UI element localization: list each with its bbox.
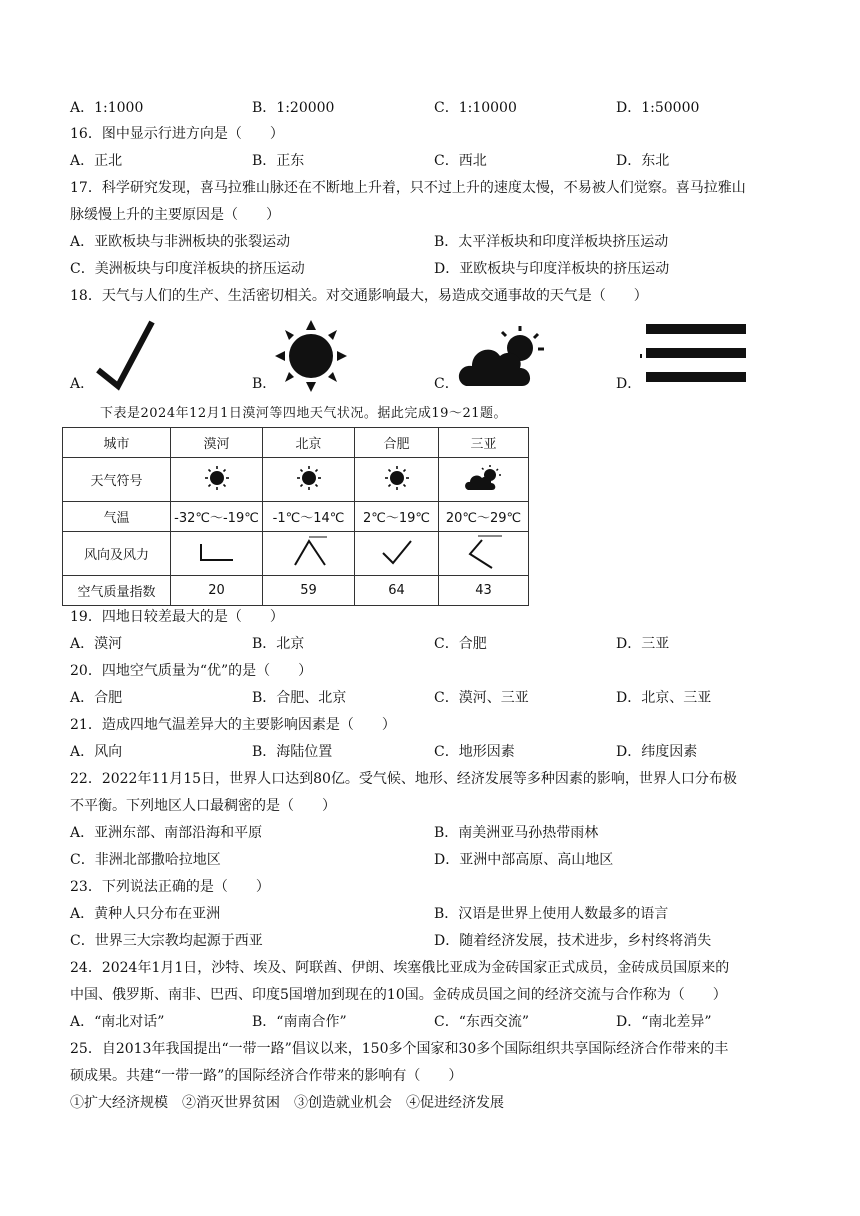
q20-option-d: D．北京、三亚 [616,690,712,706]
q23-option-b: B．汉语是世界上使用人数最多的语言 [434,906,669,922]
q20-option-c: C．漠河、三亚 [434,690,529,706]
q25-items: ①扩大经济规模 ②消灭世界贫困 ③创造就业机会 ④促进经济发展 [70,1095,504,1111]
row-label-aqi: 空气质量指数 [63,576,171,606]
q22-option-d: D．亚洲中部高原、高山地区 [434,852,614,868]
weather-table [62,427,529,606]
q17-option-c: C．美洲板块与印度洋板块的挤压运动 [70,261,305,277]
q22-option-b: B．南美洲亚马孙热带雨林 [434,825,599,841]
row-label-wind: 风向及风力 [63,532,171,576]
q23-option-c: C．世界三大宗教均起源于西亚 [70,933,263,949]
sun-icon [384,465,410,491]
q18-option-a: A． [70,376,95,392]
row-label-symbol: 天气符号 [63,458,171,502]
q16-option-d: D．东北 [616,153,670,169]
q15-option-c: C．1:10000 [434,100,517,116]
q22-option-a: A．亚洲东部、南部沿海和平原 [70,825,263,841]
wind-mohe [171,532,263,576]
q18-option-c: C． [434,376,459,392]
aqi-beijing: 59 [263,576,355,606]
q23-stem: 23．下列说法正确的是（ ） [70,879,270,895]
cloud-sun-icon [464,464,504,492]
q21-stem: 21．造成四地气温差异大的主要影响因素是（ ） [70,717,396,733]
fog-icon [640,322,750,386]
q25-stem-line1: 25．自2013年我国提出“一带一路”倡议以来，150多个国家和30多个国际组织共享国际经济合作带来的丰 [70,1041,729,1057]
q20-option-a: A．合肥 [70,690,123,706]
sun-icon [272,318,350,394]
header-mohe: 漠河 [171,428,263,458]
wind-symbol-icon [287,535,331,569]
q20-option-b: B．合肥、北京 [252,690,347,706]
wind-symbol-icon [195,540,239,564]
wind-symbol-icon [92,318,162,392]
sun-icon [296,465,322,491]
symbol-hefei [355,458,439,502]
sun-icon [204,465,230,491]
q15-option-b: B．1:20000 [252,100,335,116]
row-label-temp: 气温 [63,502,171,532]
q18-stem: 18．天气与人们的生产、生活密切相关。对交通影响最大，易造成交通事故的天气是（ ） [70,288,648,304]
q15-option-d: D．1:50000 [616,100,700,116]
q16-option-b: B．正东 [252,153,305,169]
q24-option-b: B．“南南合作” [252,1014,347,1030]
aqi-mohe: 20 [171,576,263,606]
wind-beijing [263,532,355,576]
q21-option-b: B．海陆位置 [252,744,333,760]
q25-stem-line2: 硕成果。共建“一带一路”的国际经济合作带来的影响有（ ） [70,1068,463,1084]
header-beijing: 北京 [263,428,355,458]
q19-option-d: D．三亚 [616,636,670,652]
q22-stem-line2: 不平衡。下列地区人口最稠密的是（ ） [70,798,336,814]
q16-option-a: A．正北 [70,153,123,169]
q24-stem-line2: 中国、俄罗斯、南非、巴西、印度5国增加到现在的10国。金砖成员国之间的经济交流与合作称为（ ） [70,987,727,1003]
q23-option-d: D．随着经济发展，技术进步，乡村终将消失 [434,933,712,949]
header-sanya: 三亚 [439,428,529,458]
temp-beijing: -1℃～14℃ [263,502,355,532]
symbol-beijing [263,458,355,502]
q19-option-b: B．北京 [252,636,305,652]
cloud-sun-icon [458,322,550,390]
aqi-sanya: 43 [439,576,529,606]
q22-stem-line1: 22．2022年11月15日，世界人口达到80亿。受气候、地形、经济发展等多种因素的影响，世界人口分布极 [70,771,737,787]
q17-stem-line1: 17．科学研究发现，喜马拉雅山脉还在不断地上升着，只不过上升的速度太慢，不易被人们觉察。喜马拉雅山 [70,180,746,196]
symbol-sanya [439,458,529,502]
table-intro: 下表是2024年12月1日漠河等四地天气状况。据此完成19～21题。 [100,406,507,421]
q17-option-d: D．亚欧板块与印度洋板块的挤压运动 [434,261,670,277]
q19-stem: 19．四地日较差最大的是（ ） [70,609,284,625]
q15-option-a: A．1:1000 [70,100,144,116]
q22-option-c: C．非洲北部撒哈拉地区 [70,852,221,868]
wind-symbol-icon [375,537,419,567]
q24-option-d: D．“南北差异” [616,1014,712,1030]
q21-option-a: A．风向 [70,744,123,760]
symbol-mohe [171,458,263,502]
wind-hefei [355,532,439,576]
q24-option-a: A．“南北对话” [70,1014,165,1030]
header-hefei: 合肥 [355,428,439,458]
q18-option-b: B． [252,376,277,392]
q24-option-c: C．“东西交流” [434,1014,530,1030]
header-city: 城市 [63,428,171,458]
aqi-hefei: 64 [355,576,439,606]
q20-stem: 20．四地空气质量为“优”的是（ ） [70,663,313,679]
q16-stem: 16．图中显示行进方向是（ ） [70,126,284,142]
q17-option-a: A．亚欧板块与非洲板块的张裂运动 [70,234,291,250]
q16-option-c: C．西北 [434,153,487,169]
q17-stem-line2: 脉缓慢上升的主要原因是（ ） [70,207,280,223]
q21-option-d: D．纬度因素 [616,744,698,760]
q23-option-a: A．黄种人只分布在亚洲 [70,906,221,922]
temp-sanya: 20℃～29℃ [439,502,529,532]
q19-option-c: C．合肥 [434,636,487,652]
q18-option-d: D． [616,376,642,392]
wind-symbol-icon [462,534,506,570]
q19-option-a: A．漠河 [70,636,123,652]
q17-option-b: B．太平洋板块和印度洋板块挤压运动 [434,234,669,250]
wind-sanya [439,532,529,576]
temp-mohe: -32℃～-19℃ [171,502,263,532]
temp-hefei: 2℃～19℃ [355,502,439,532]
q21-option-c: C．地形因素 [434,744,515,760]
q24-stem-line1: 24．2024年1月1日，沙特、埃及、阿联酋、伊朗、埃塞俄比亚成为金砖国家正式成员，金砖成员国原来的 [70,960,730,976]
